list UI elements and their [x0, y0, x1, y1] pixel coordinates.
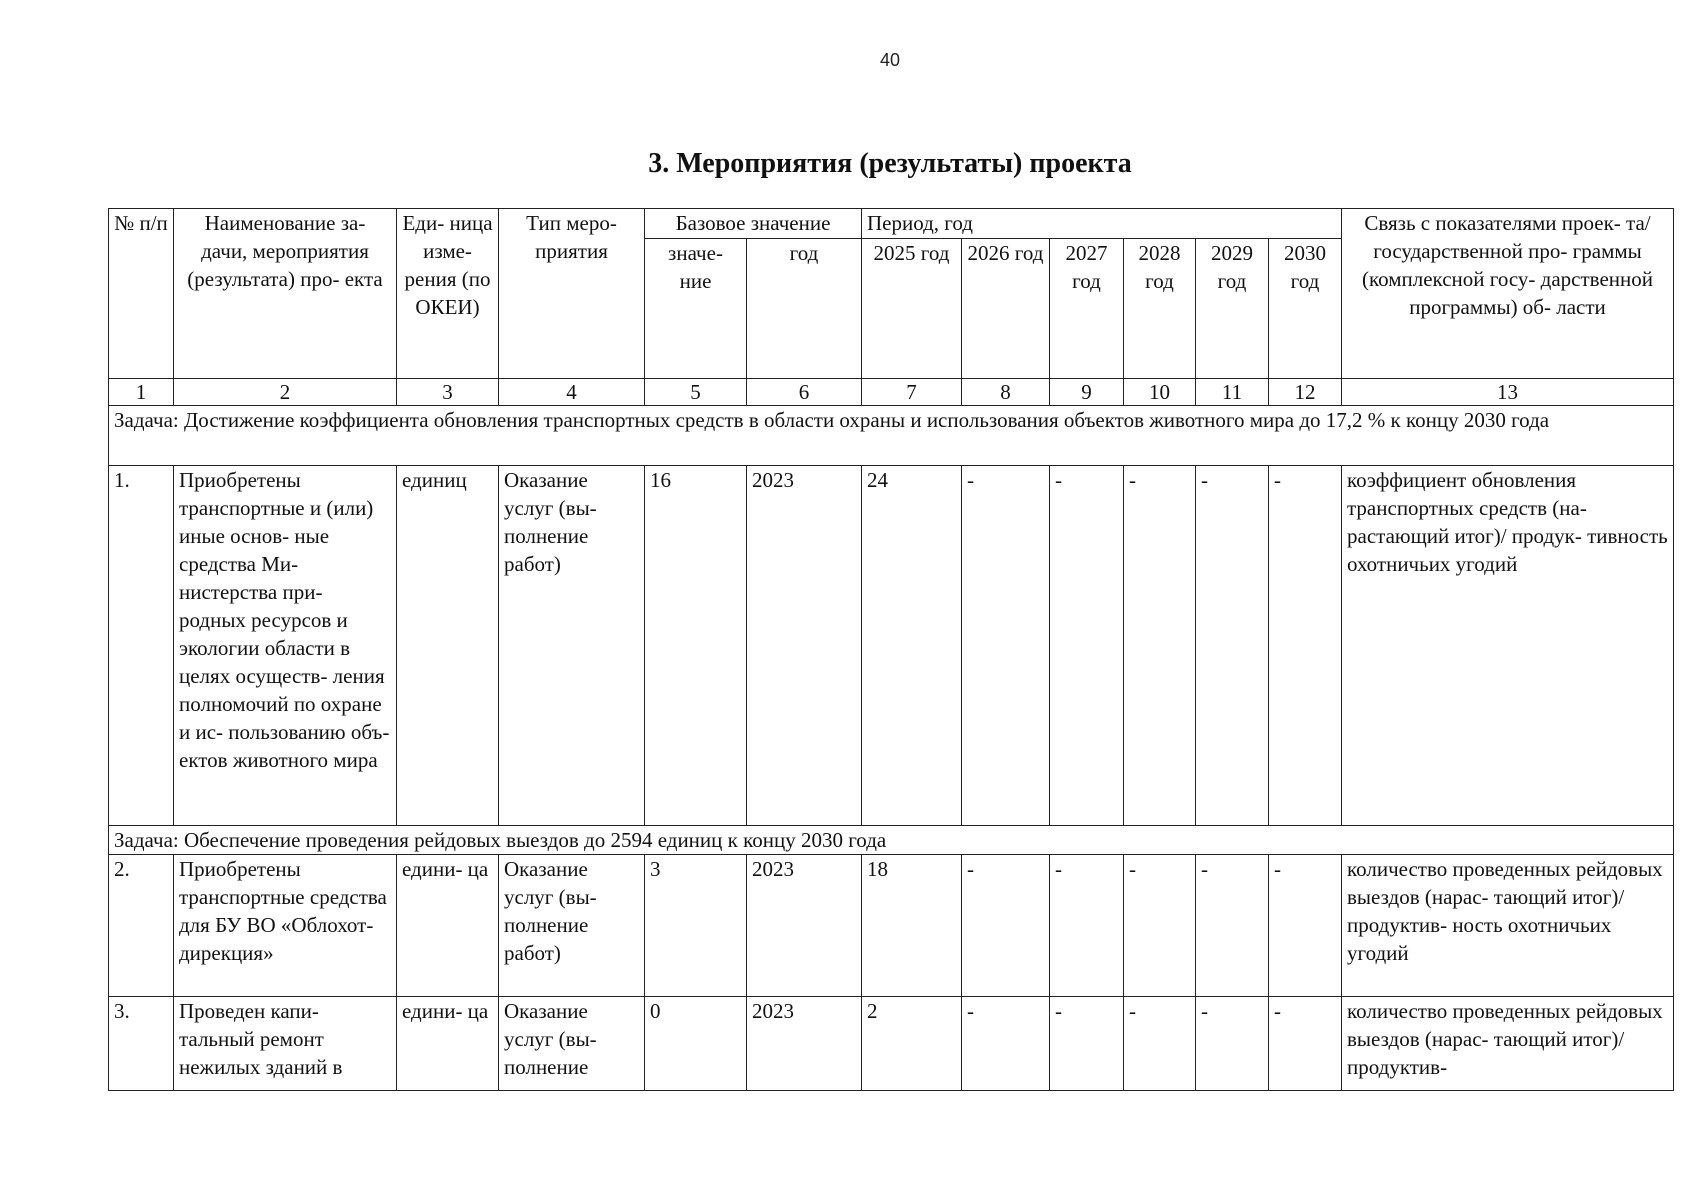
column-number: 3	[397, 379, 499, 406]
row-unit: едини- ца	[397, 855, 499, 997]
row-year-2026: -	[962, 997, 1050, 1091]
row-type: Оказание услуг (вы- полнение работ)	[499, 855, 645, 997]
task-row	[109, 406, 1674, 466]
column-number: 11	[1196, 379, 1269, 406]
row-year-2027: -	[1050, 997, 1124, 1091]
row-year-2028: -	[1124, 466, 1196, 826]
column-number-row	[109, 379, 1674, 406]
row-type: Оказание услуг (вы- полнение работ)	[499, 466, 645, 826]
row-year-2030: -	[1269, 997, 1342, 1091]
row-base-year: 2023	[747, 855, 862, 997]
task-row	[109, 826, 1674, 855]
row-year-2025: 18	[862, 855, 962, 997]
row-base-value: 16	[645, 466, 747, 826]
header-year-2027: 2027 год	[1050, 239, 1124, 379]
row-year-2028: -	[1124, 997, 1196, 1091]
header-year-2025: 2025 год	[862, 239, 962, 379]
row-type: Оказание услуг (вы- полнение	[499, 997, 645, 1091]
row-link: количество проведенных рейдовых выездов (нарас- тающий итог)/ продуктив-	[1342, 997, 1674, 1091]
row-num: 2.	[109, 855, 174, 997]
task-1-text: Задача: Достижение коэффициента обновления транспортных средств в области охраны и использования объектов животного мира до 17,2 % к концу 2030 года	[109, 406, 1674, 466]
table-row	[109, 466, 1674, 826]
row-link: количество проведенных рейдовых выездов (нарас- тающий итог)/ продуктив- ность охотничьих угодий	[1342, 855, 1674, 997]
column-number: 12	[1269, 379, 1342, 406]
row-year-2029: -	[1196, 997, 1269, 1091]
column-number: 10	[1124, 379, 1196, 406]
header-year-2028: 2028 год	[1124, 239, 1196, 379]
row-name: Проведен капи- тальный ремонт нежилых зданий в	[174, 997, 397, 1091]
header-unit: Еди- ница изме- рения (по ОКЕИ)	[397, 209, 499, 379]
row-base-value: 0	[645, 997, 747, 1091]
column-number: 6	[747, 379, 862, 406]
header-year-2026: 2026 год	[962, 239, 1050, 379]
header-link: Связь с показателями проек- та/государственной про- граммы (комплексной госу- дарственной программы) об- ласти	[1342, 209, 1674, 379]
activities-table	[108, 208, 1674, 1091]
column-number: 5	[645, 379, 747, 406]
header-period: Период, год	[862, 209, 1342, 239]
column-number: 9	[1050, 379, 1124, 406]
row-num: 3.	[109, 997, 174, 1091]
row-year-2026: -	[962, 855, 1050, 997]
row-year-2029: -	[1196, 855, 1269, 997]
header-num: № п/п	[109, 209, 174, 379]
header-year-2029: 2029 год	[1196, 239, 1269, 379]
column-number: 13	[1342, 379, 1674, 406]
row-year-2027: -	[1050, 466, 1124, 826]
row-year-2025: 24	[862, 466, 962, 826]
page-number: 40	[879, 50, 901, 70]
header-type: Тип меро- приятия	[499, 209, 645, 379]
row-year-2025: 2	[862, 997, 962, 1091]
header-base: Базовое значение	[645, 209, 862, 239]
header-base-year: год	[747, 239, 862, 379]
task-2-text: Задача: Обеспечение проведения рейдовых выездов до 2594 единиц к концу 2030 года	[109, 826, 1674, 855]
row-year-2030: -	[1269, 466, 1342, 826]
row-year-2030: -	[1269, 855, 1342, 997]
column-number: 8	[962, 379, 1050, 406]
row-year-2027: -	[1050, 855, 1124, 997]
row-base-value: 3	[645, 855, 747, 997]
table-row	[109, 997, 1674, 1091]
row-link: коэффициент обновления транспортных средств (на- растающий итог)/ продук- тивность охотничьих угодий	[1342, 466, 1674, 826]
header-year-2030: 2030 год	[1269, 239, 1342, 379]
header-base-value: значе- ние	[645, 239, 747, 379]
row-year-2028: -	[1124, 855, 1196, 997]
row-name: Приобретены транспортные средства для БУ ВО «Облохот- дирекция»	[174, 855, 397, 997]
row-unit: едини- ца	[397, 997, 499, 1091]
row-year-2026: -	[962, 466, 1050, 826]
column-number: 4	[499, 379, 645, 406]
page-title: 3. Мероприятия (результаты) проекта	[648, 148, 1132, 179]
row-base-year: 2023	[747, 466, 862, 826]
row-num: 1.	[109, 466, 174, 826]
row-year-2029: -	[1196, 466, 1269, 826]
row-base-year: 2023	[747, 997, 862, 1091]
column-number: 7	[862, 379, 962, 406]
column-number: 2	[174, 379, 397, 406]
header-name: Наименование за- дачи, мероприятия (результата) про- екта	[174, 209, 397, 379]
column-number: 1	[109, 379, 174, 406]
row-unit: единиц	[397, 466, 499, 826]
row-name: Приобретены транспортные и (или) иные основ- ные средства Ми- нистерства при- родных ресурсов и экологии области в целях осуществ- ления полномочий по охране и ис- пользованию объ- ектов животного мира	[174, 466, 397, 826]
header-row	[109, 209, 1674, 239]
table-row	[109, 855, 1674, 997]
